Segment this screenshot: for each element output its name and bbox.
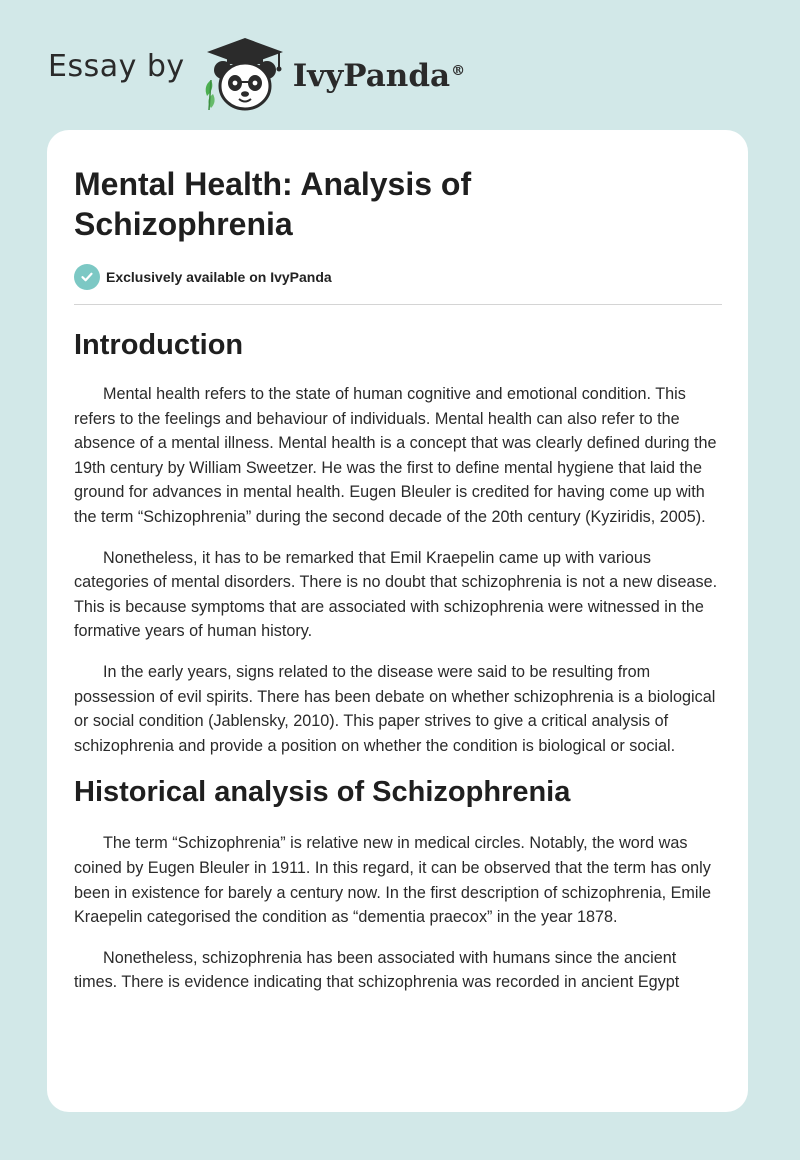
paragraph: The term “Schizophrenia” is relative new in medical circles. Notably, the word was coined by Eugen Bleuler in 1911. In this regard, it can be observed that the term has only been in existence for barely a century now. In the first description of schizophrenia, Emile Kraepelin categorised the condition as “dementia praecox” in the year 1878. bbox=[74, 834, 712, 927]
section-heading-historical-analysis: Historical analysis of Schizophrenia bbox=[74, 776, 571, 809]
paragraph: In the early years, signs related to the disease were said to be resulting from possession of evil spirits. There has been debate on whether schizophrenia is a biological or social condition (Jablensky, 2010). This paper strives to give a critical analysis of schizophrenia and provide a position on whether the condition is biological or social. bbox=[74, 662, 716, 755]
essay-by-label: Essay by bbox=[48, 48, 185, 84]
panda-logo-icon[interactable] bbox=[201, 36, 289, 112]
registered-mark: ® bbox=[451, 62, 466, 79]
site-header bbox=[48, 36, 465, 112]
badge-label: Exclusively available on IvyPanda bbox=[106, 269, 332, 285]
check-circle-icon bbox=[74, 264, 100, 290]
section-heading-introduction: Introduction bbox=[74, 329, 244, 361]
essay-card bbox=[47, 130, 748, 1112]
section-body-introduction bbox=[74, 382, 722, 758]
paragraph: Mental health refers to the state of human cognitive and emotional condition. This refers to the feelings and behaviour of individuals. Mental health can also refer to the absence of a mental illness. Mental health is a concept that was clearly defined during the 19th century by William Sweetzer. He was the first to define mental hygiene that laid the ground for advances in mental health. Eugen Bleuler is credited for having come up with the term “Schizophrenia” during the second decade of the 20th century (Kyziridis, 2005). bbox=[74, 385, 717, 526]
brand-name[interactable]: IvyPanda® bbox=[292, 58, 466, 94]
paragraph: Nonetheless, schizophrenia has been associated with humans since the ancient times. There is evidence indicating that schizophrenia was recorded in ancient Egypt bbox=[74, 948, 680, 992]
exclusive-badge bbox=[74, 264, 722, 290]
paragraph: Nonetheless, it has to be remarked that Emil Kraepelin came up with various categories of mental disorders. There is no doubt that schizophrenia is not a new disease. This is because symptoms that are associated with schizophrenia were witnessed in the formative years of human history. bbox=[74, 548, 718, 641]
divider bbox=[74, 304, 722, 305]
section-body-historical-analysis bbox=[74, 831, 722, 995]
essay-title: Mental Health: Analysis of Schizophrenia bbox=[74, 166, 472, 242]
